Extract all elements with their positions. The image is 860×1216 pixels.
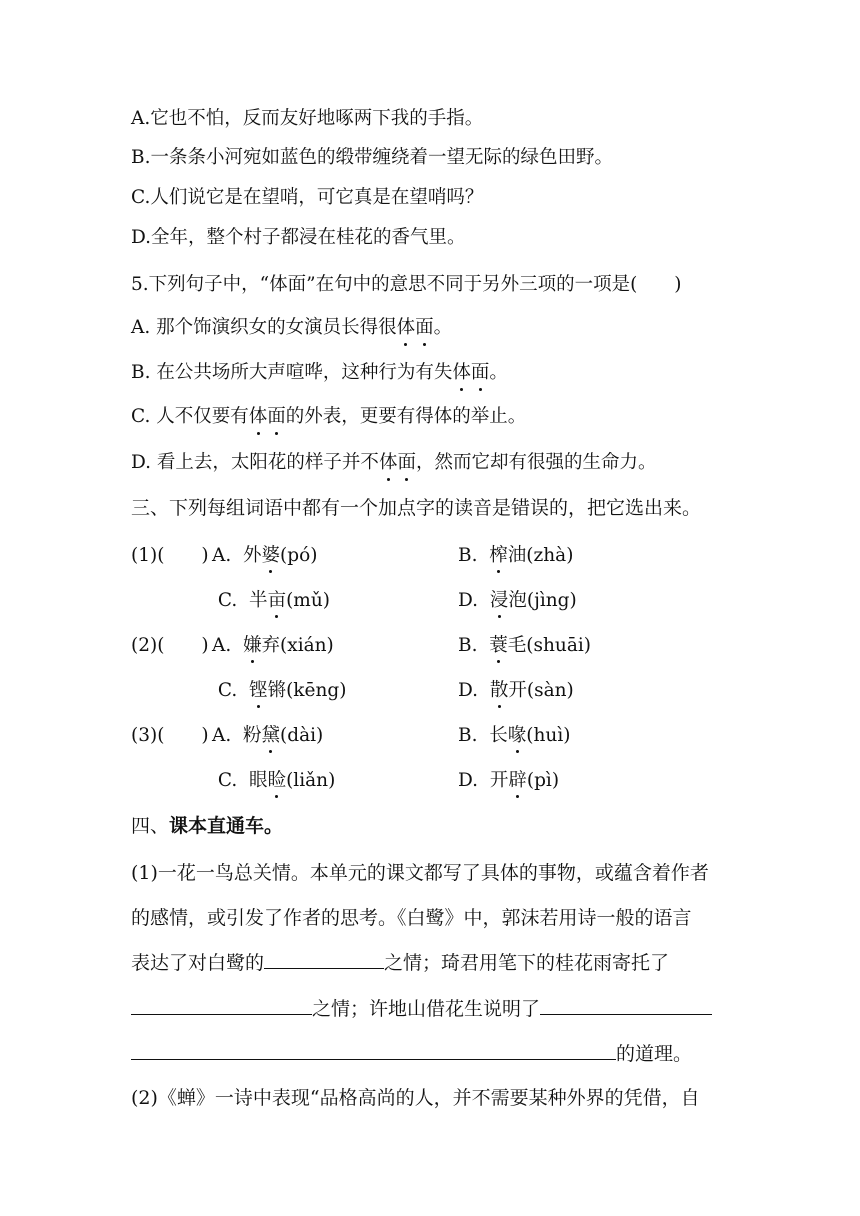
word-part: 外 <box>243 545 262 566</box>
q5-stem: 5.下列句子中，“体面”在句中的意思不同于另外三项的一项是( ) <box>131 274 682 295</box>
answer-blank[interactable] <box>264 948 384 969</box>
q5-option-c <box>131 405 526 429</box>
dotted-char: 体 <box>378 452 398 473</box>
text-run: 的道理。 <box>616 1043 693 1065</box>
pinyin: (pó) <box>280 545 318 566</box>
text-run: 之情；许地山借花生说明了 <box>312 998 541 1020</box>
section-4-title <box>131 814 283 838</box>
text-run: 之情；琦君用笔下的桂花雨寄托了 <box>384 952 670 974</box>
pinyin: (pì) <box>526 770 560 791</box>
dotted-char: 体 <box>396 317 416 338</box>
section-4-paragraph-1-line-5 <box>131 1039 731 1066</box>
option-label: A. <box>212 545 232 566</box>
word-part: 泡 <box>508 590 527 611</box>
group-1-option-a <box>212 541 317 567</box>
dotted-char: 面 <box>397 452 416 473</box>
group-1-number: (1)( ) <box>131 545 209 566</box>
dotted-char: 铿 <box>249 676 268 702</box>
word-part: 油 <box>507 545 527 566</box>
option-label: B. <box>458 635 478 656</box>
option-label: D. <box>458 590 479 611</box>
q5-option-d <box>131 451 656 475</box>
option-label: B. <box>458 545 478 566</box>
dotted-char: 面 <box>470 362 490 383</box>
answer-blank[interactable] <box>131 994 312 1015</box>
group-3-option-c <box>212 766 335 792</box>
dotted-char: 面 <box>415 317 434 338</box>
option-label: C. <box>217 590 238 611</box>
dotted-char: 体 <box>248 406 268 427</box>
option-text: 的外表，更要有得体的举止。 <box>285 406 527 427</box>
section-3-title: 三、下列每组词语中都有一个加点字的读音是错误的，把它选出来。 <box>131 497 702 519</box>
option-text: A. 那个饰演织女的女演员长得很 <box>131 317 397 338</box>
option-label: C. <box>217 680 238 701</box>
dotted-char: 亩 <box>268 586 287 612</box>
dotted-char: 面 <box>267 406 286 427</box>
group-1-option-d <box>458 586 577 612</box>
group-2-option-d <box>458 676 574 702</box>
option-text: D. 看上去，太阳花的样子并不 <box>131 452 379 473</box>
group-2-option-a <box>212 631 334 657</box>
dotted-char: 辟 <box>508 766 527 792</box>
word-part: 半 <box>249 590 268 611</box>
section-heading: 课本直通车。 <box>169 815 284 837</box>
option-text: B. 在公共场所大声喧哗，这种行为有失 <box>131 362 453 383</box>
group-2-option-c <box>212 676 346 702</box>
pinyin: (xián) <box>280 635 334 656</box>
pinyin: (liǎn) <box>286 770 336 791</box>
pinyin: (mǔ) <box>286 590 330 611</box>
pinyin: (sàn) <box>526 680 574 701</box>
pinyin: (huì) <box>526 725 571 746</box>
q5-option-b <box>131 361 508 385</box>
group-3-option-a <box>212 721 323 747</box>
q4-option-a: A.它也不怕，反而友好地啄两下我的手指。 <box>131 108 484 129</box>
q4-option-b: B.一条条小河宛如蓝色的缎带缠绕着一望无际的绿色田野。 <box>131 147 613 168</box>
option-label: D. <box>458 680 479 701</box>
option-label: C. <box>217 770 238 791</box>
dotted-char: 婆 <box>262 541 281 567</box>
word-part: 粉 <box>243 725 262 746</box>
word-part: 长 <box>489 725 508 746</box>
q5-option-a <box>131 316 452 340</box>
word-part: 锵 <box>267 680 287 701</box>
pinyin: (shuāi) <box>526 635 591 656</box>
dotted-char: 蓑 <box>489 631 508 657</box>
option-label: A. <box>212 635 232 656</box>
dotted-char: 睑 <box>268 766 287 792</box>
text-run: 表达了对白鹭的 <box>131 952 265 974</box>
option-text: ，然而它却有很强的生命力。 <box>415 452 657 473</box>
option-text: C. 人不仅要有 <box>131 406 249 427</box>
group-3-number: (3)( ) <box>131 725 209 746</box>
option-label: D. <box>458 770 479 791</box>
q4-option-c: C.人们说它是在望哨，可它真是在望哨吗？ <box>131 187 484 208</box>
word-part: 毛 <box>507 635 527 656</box>
q4-option-d: D.全年，整个村子都浸在桂花的香气里。 <box>131 227 466 248</box>
dotted-char: 体 <box>452 362 471 383</box>
answer-blank[interactable] <box>540 994 712 1015</box>
answer-blank[interactable] <box>131 1039 616 1060</box>
pinyin: (dài) <box>280 725 324 746</box>
dotted-char: 喙 <box>508 721 527 747</box>
option-label: A. <box>212 725 232 746</box>
group-3-option-d <box>458 766 559 792</box>
pinyin: (jìng) <box>526 590 577 611</box>
section-4-paragraph-2-line-1: (2)《蝉》一诗中表现“品格高尚的人，并不需要某种外界的凭借，自 <box>131 1087 700 1109</box>
section-4-paragraph-1-line-3 <box>131 948 731 975</box>
word-part: 眼 <box>249 770 268 791</box>
dotted-char: 浸 <box>490 586 509 612</box>
option-text: 。 <box>489 362 508 383</box>
dotted-char: 嫌 <box>243 631 262 657</box>
group-3-option-b <box>458 721 570 747</box>
group-2-number: (2)( ) <box>131 635 209 656</box>
word-part: 开 <box>508 680 527 701</box>
option-label: B. <box>458 725 478 746</box>
group-1-option-b <box>458 541 573 567</box>
dotted-char: 榨 <box>489 541 508 567</box>
pinyin: (kēng) <box>286 680 347 701</box>
pinyin: (zhà) <box>526 545 574 566</box>
section-number: 四、 <box>131 815 170 837</box>
group-1-option-c <box>212 586 330 612</box>
section-4-paragraph-1-line-2: 的感情，或引发了作者的思考。《白鹭》中，郭沫若用诗一般的语言 <box>131 907 692 929</box>
word-part: 开 <box>489 770 509 791</box>
section-4-paragraph-1-line-1: (1)一花一鸟总关情。本单元的课文都写了具体的事物，或蕴含着作者 <box>131 862 709 884</box>
group-2-option-b <box>458 631 591 657</box>
dotted-char: 黛 <box>262 721 281 747</box>
option-text: 。 <box>433 317 453 338</box>
dotted-char: 散 <box>490 676 509 702</box>
section-4-paragraph-1-line-4 <box>131 994 731 1021</box>
word-part: 弃 <box>261 635 281 656</box>
